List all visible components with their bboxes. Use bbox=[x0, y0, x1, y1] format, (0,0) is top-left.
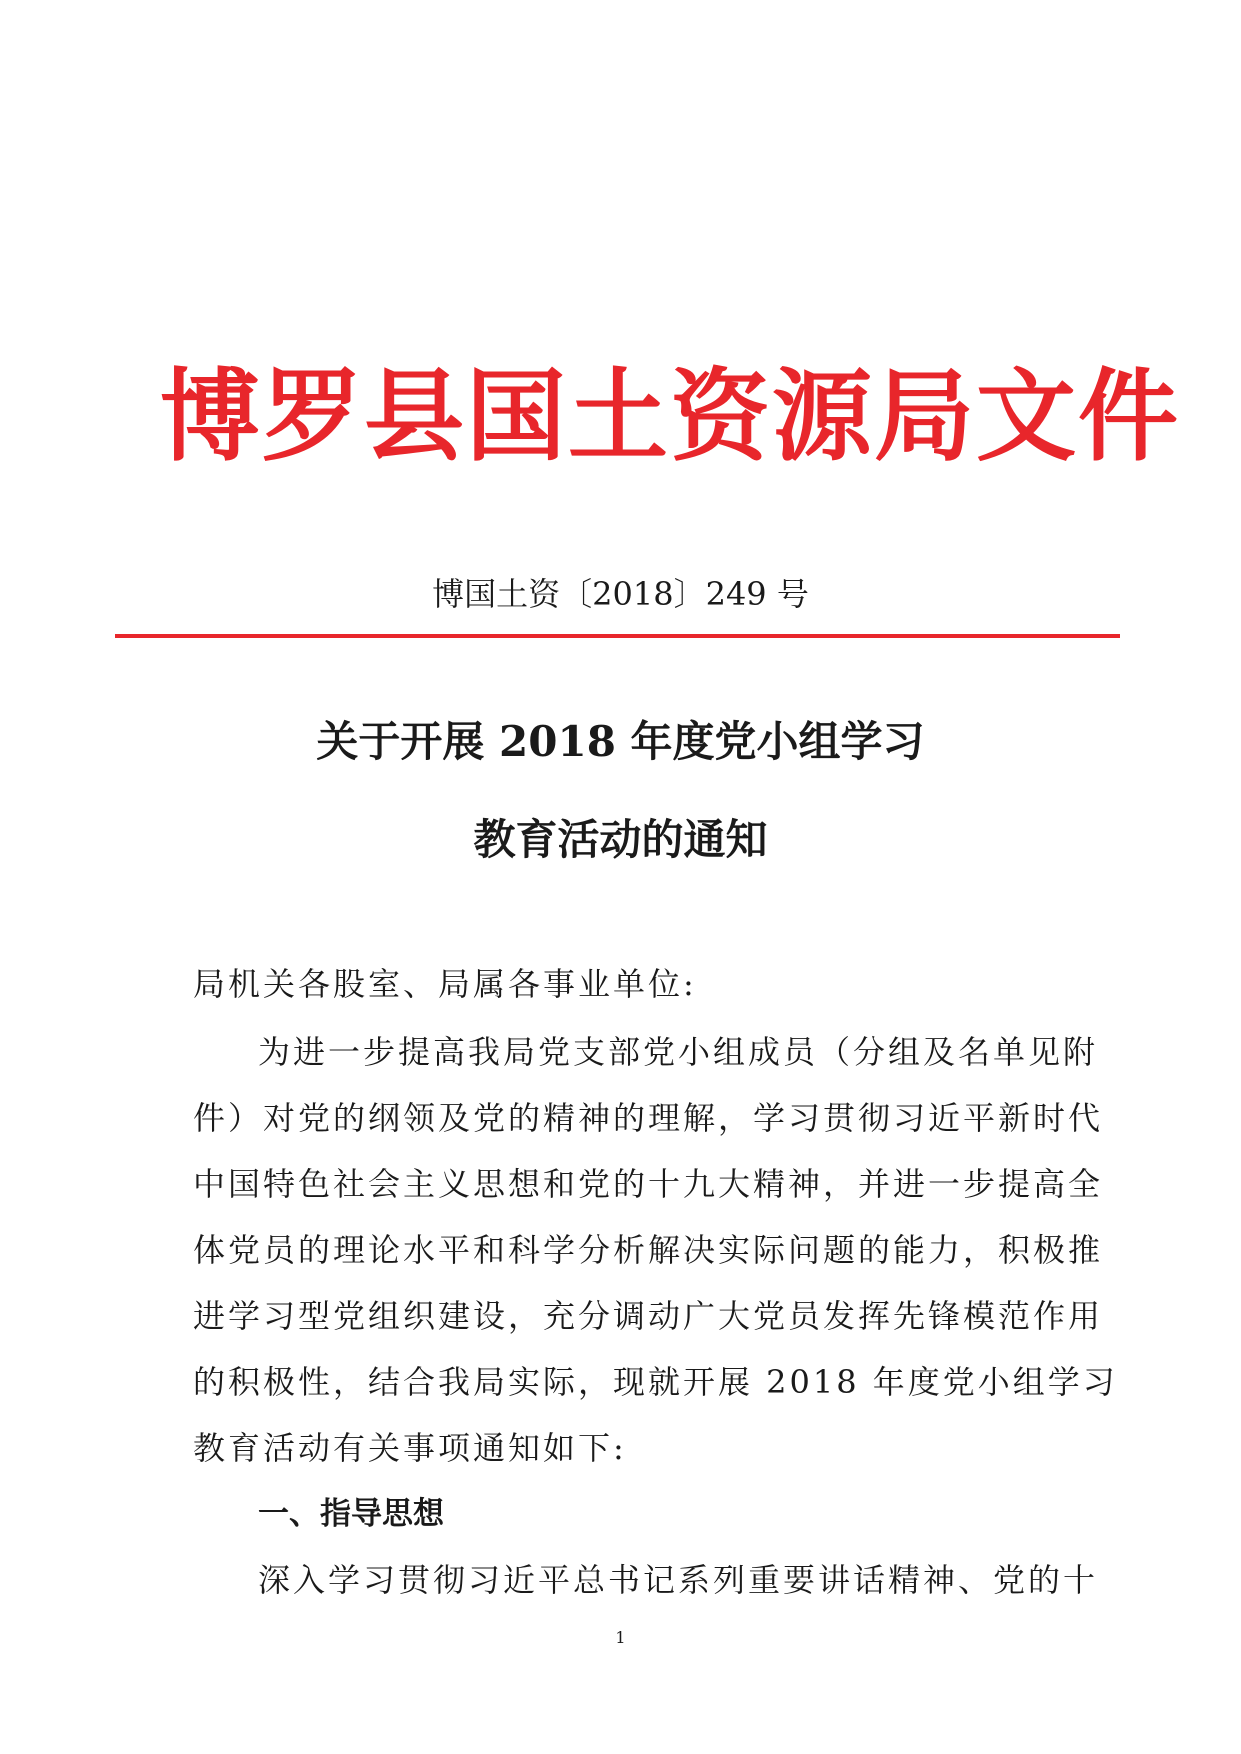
paragraph-line: 体党员的理论水平和科学分析解决实际问题的能力，积极推 bbox=[193, 1231, 1104, 1269]
document-number: 博国土资〔2018〕249 号 bbox=[432, 575, 809, 613]
page-number: 1 bbox=[615, 1628, 626, 1647]
paragraph-line: 为进一步提高我局党支部党小组成员（分组及名单见附 bbox=[258, 1033, 1099, 1071]
paragraph-line: 深入学习贯彻习近平总书记系列重要讲话精神、党的十 bbox=[258, 1561, 1099, 1599]
paragraph-line: 进学习型党组织建设，充分调动广大党员发挥先锋模范作用 bbox=[193, 1297, 1104, 1335]
paragraph-line: 教育活动有关事项通知如下: bbox=[193, 1429, 627, 1467]
document-title-line-1: 关于开展 2018 年度党小组学习 bbox=[316, 717, 925, 766]
recipient-line: 局机关各股室、局属各事业单位: bbox=[193, 965, 697, 1003]
paragraph-line: 中国特色社会主义思想和党的十九大精神，并进一步提高全 bbox=[193, 1165, 1104, 1203]
section-heading: 一、指导思想 bbox=[258, 1496, 444, 1532]
paragraph-line: 的积极性，结合我局实际，现就开展 2018 年度党小组学习 bbox=[193, 1363, 1118, 1401]
agency-title: 博罗县国土资源局文件 bbox=[160, 357, 1180, 475]
document-title-line-2: 教育活动的通知 bbox=[473, 815, 768, 864]
paragraph-line: 件）对党的纲领及党的精神的理解，学习贯彻习近平新时代 bbox=[193, 1099, 1104, 1137]
red-divider-line bbox=[115, 634, 1120, 638]
